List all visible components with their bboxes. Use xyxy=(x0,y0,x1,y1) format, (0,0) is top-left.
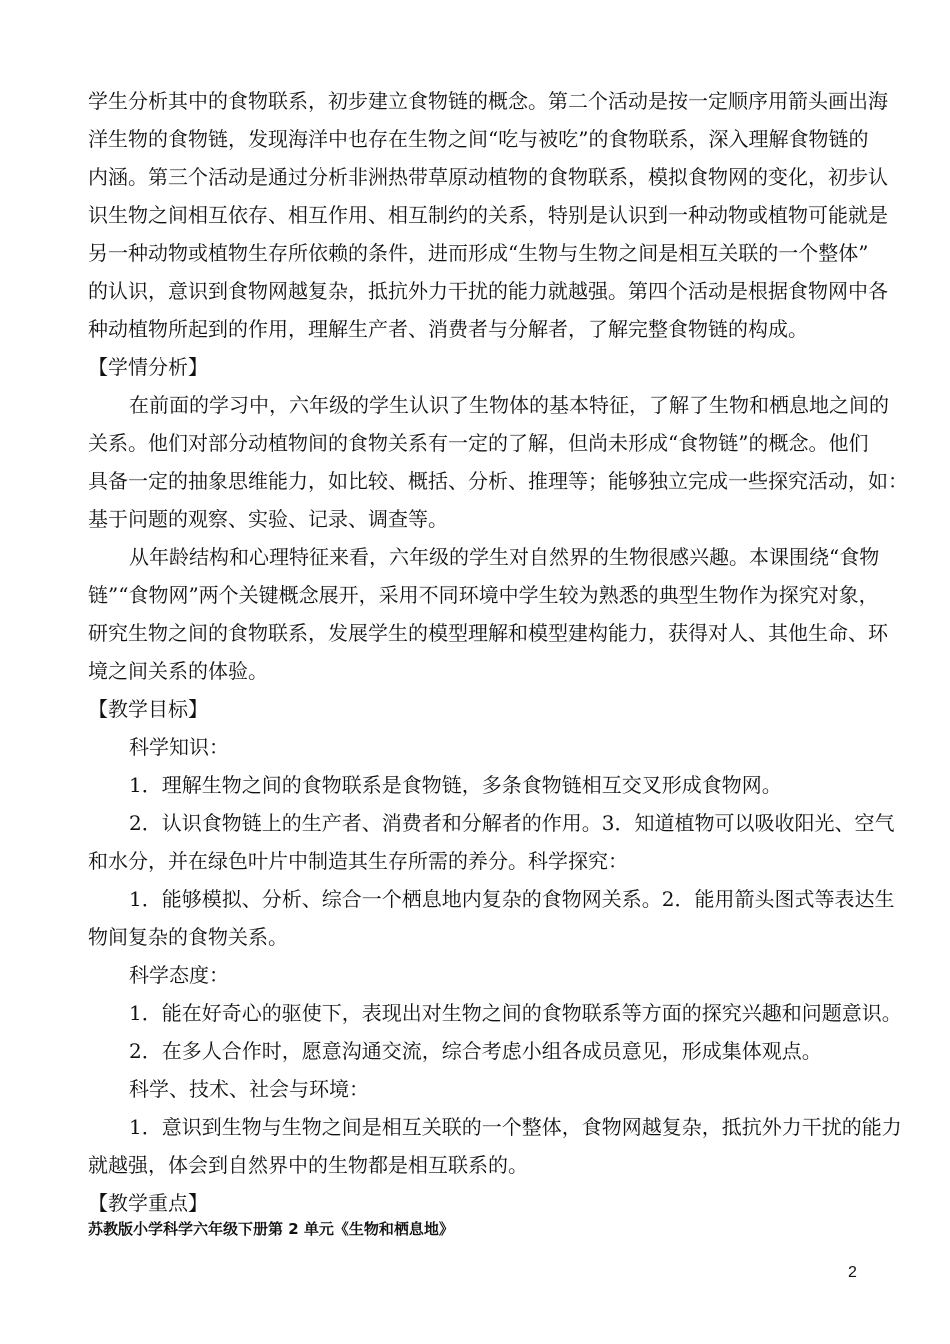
text-line: 种动植物所起到的作用，理解生产者、消费者与分解者，了解完整食物链的构成。 xyxy=(88,317,808,341)
intro-paragraph xyxy=(88,82,888,348)
inquiry-item-1 xyxy=(88,880,895,956)
student-analysis-paragraph-2 xyxy=(88,538,888,690)
section-heading-student-analysis: 【学情分析】 xyxy=(88,355,208,379)
text-line: 具备一定的抽象思维能力，如比较、概括、分析、推理等；能够独立完成一些探究活动，如： xyxy=(88,469,908,493)
text-line: 关系。他们对部分动植物间的食物关系有一定的了解，但尚未形成“食物链”的概念。他们 xyxy=(88,431,869,455)
text-line: 基于问题的观察、实验、记录、调查等。 xyxy=(88,507,448,531)
text-line: 学生分析其中的食物联系，初步建立食物链的概念。第二个活动是按一定顺序用箭头画出海 xyxy=(88,89,888,113)
text-line: 1．意识到生物与生物之间是相互关联的一个整体，食物网越复杂，抵抗外力干扰的能力 xyxy=(129,1115,902,1139)
text-line: 另一种动物或植物生存所依赖的条件，进而形成“生物与生物之间是相互关联的一个整体” xyxy=(88,241,869,265)
text-line: 就越强，体会到自然界中的生物都是相互联系的。 xyxy=(88,1153,528,1177)
text-line: 研究生物之间的食物联系，发展学生的模型理解和模型建构能力，获得对人、其他生命、环 xyxy=(88,621,888,645)
text-line: 洋生物的食物链，发现海洋中也存在生物之间“吃与被吃”的食物联系，深入理解食物链的 xyxy=(88,127,869,151)
text-line: 物间复杂的食物关系。 xyxy=(88,925,288,949)
attitude-item-2: 2．在多人合作时，愿意沟通交流，综合考虑小组各成员意见，形成集体观点。 xyxy=(129,1039,822,1063)
text-line: 识生物之间相互依存、相互作用、相互制约的关系，特别是认识到一种动物或植物可能就是 xyxy=(88,203,888,227)
attitude-item-1: 1．能在好奇心的驱使下，表现出对生物之间的食物联系等方面的探究兴趣和问题意识。 xyxy=(129,1001,902,1025)
student-analysis-paragraph-1 xyxy=(88,386,908,538)
footer-course-note: 苏教版小学科学六年级下册第 2 单元《生物和栖息地》 xyxy=(88,1220,454,1238)
subheading-sts: 科学、技术、社会与环境： xyxy=(129,1077,369,1101)
text-line: 和水分，并在绿色叶片中制造其生存所需的养分。科学探究： xyxy=(88,849,628,873)
text-line: 内涵。第三个活动是通过分析非洲热带草原动植物的食物联系，模拟食物网的变化，初步认 xyxy=(88,165,888,189)
text-line: 从年龄结构和心理特征来看，六年级的学生对自然界的生物很感兴趣。本课围绕“食物 xyxy=(129,545,880,569)
text-line: 境之间关系的体验。 xyxy=(88,659,268,683)
page-number: 2 xyxy=(848,1264,857,1281)
section-heading-key-points: 【教学重点】 xyxy=(88,1191,208,1215)
text-line: 1．能够模拟、分析、综合一个栖息地内复杂的食物网关系。2．能用箭头图式等表达生 xyxy=(129,887,895,911)
subheading-science-attitude: 科学态度： xyxy=(129,963,229,987)
text-line: 2．认识食物链上的生产者、消费者和分解者的作用。3．知道植物可以吸收阳光、空气 xyxy=(129,811,895,835)
text-line: 在前面的学习中，六年级的学生认识了生物体的基本特征，了解了生物和栖息地之间的 xyxy=(129,393,889,417)
document-body xyxy=(88,82,908,1222)
text-line: 链”“食物网”两个关键概念展开，采用不同环境中学生较为熟悉的典型生物作为探究对象， xyxy=(88,583,879,607)
subheading-science-knowledge: 科学知识： xyxy=(129,735,229,759)
sts-item-1 xyxy=(88,1108,902,1184)
knowledge-item-1: 1．理解生物之间的食物联系是食物链，多条食物链相互交叉形成食物网。 xyxy=(129,773,782,797)
section-heading-teaching-goals: 【教学目标】 xyxy=(88,697,208,721)
knowledge-item-2 xyxy=(88,804,895,880)
text-line: 的认识，意识到食物网越复杂，抵抗外力干扰的能力就越强。第四个活动是根据食物网中各 xyxy=(88,279,888,303)
